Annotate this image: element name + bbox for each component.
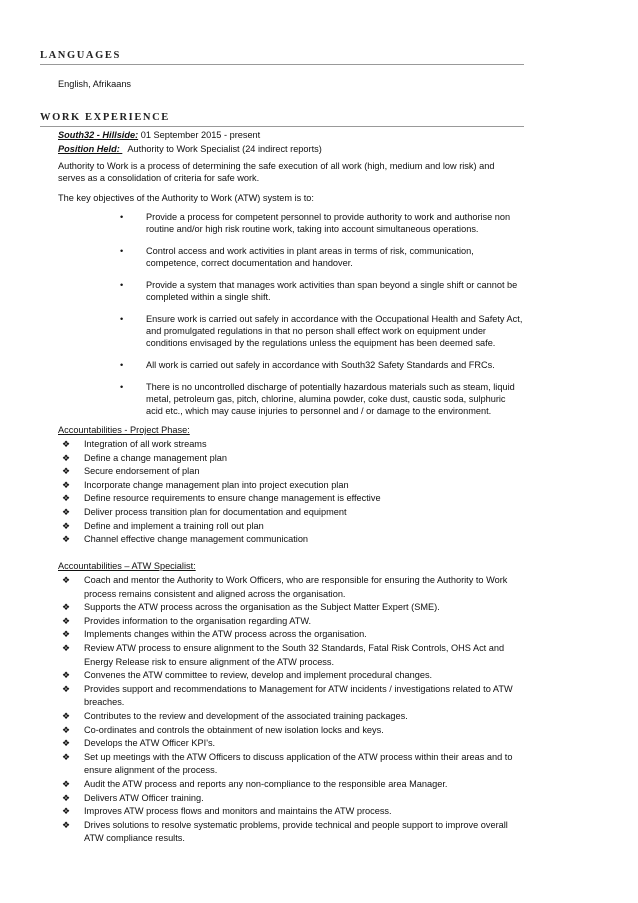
diamond-bullet-icon: ❖ bbox=[62, 806, 71, 817]
diamond-bullet-icon: ❖ bbox=[62, 466, 71, 477]
diamond-bullet-icon: ❖ bbox=[62, 615, 71, 626]
diamond-bullet-icon: ❖ bbox=[62, 778, 71, 789]
list-item: ❖ Set up meetings with the ATW Officers to discuss application of the ATW process within their areas and to ensure alignment of the process. bbox=[62, 751, 513, 776]
position-label: Position Held: bbox=[58, 144, 123, 154]
bullet-icon: • bbox=[120, 280, 124, 290]
list-item: ❖ Review ATW process to ensure alignment to the South 32 Standards, Fatal Risk Controls, OHS Act and Energy Release risk to ensure alignment of the ATW process. bbox=[62, 642, 505, 667]
list-item: ❖ Drives solutions to resolve systematic problems, provide technical and people support to improve overall ATW compliance results. bbox=[62, 819, 508, 844]
bullet-icon: • bbox=[120, 246, 124, 256]
list-item: ❖ Define and implement a training roll out plan bbox=[58, 520, 524, 534]
objectives-list bbox=[58, 211, 524, 417]
list-item: ❖ Channel effective change management communication bbox=[58, 533, 524, 547]
list-item: ❖ Delivers ATW Officer training. bbox=[58, 792, 524, 806]
diamond-bullet-icon: ❖ bbox=[62, 629, 71, 640]
list-item: ❖ Integration of all work streams bbox=[58, 438, 524, 452]
diamond-bullet-icon: ❖ bbox=[62, 602, 71, 613]
list-item: ❖ Develops the ATW Officer KPI's. bbox=[58, 737, 524, 751]
list-item: ❖ Supports the ATW process across the organisation as the Subject Matter Expert (SME). bbox=[58, 601, 524, 615]
diamond-bullet-icon: ❖ bbox=[62, 792, 71, 803]
list-item: ❖ Define resource requirements to ensure change management is effective bbox=[58, 492, 524, 506]
languages-text: English, Afrikaans bbox=[58, 79, 132, 89]
work-experience-heading: WORK EXPERIENCE bbox=[40, 112, 170, 123]
project-phase-heading: Accountabilities - Project Phase: bbox=[58, 425, 190, 435]
employment-dates: 01 September 2015 - present bbox=[138, 130, 261, 140]
company-line bbox=[58, 129, 260, 141]
diamond-bullet-icon: ❖ bbox=[62, 670, 71, 681]
diamond-bullet-icon: ❖ bbox=[62, 683, 71, 694]
list-item: • Provide a process for competent personnel to provide authority to work and authorise non routine and/or high risk routine work, taking into account simultaneous operations. bbox=[120, 212, 511, 234]
project-phase-list bbox=[58, 438, 524, 547]
diamond-bullet-icon: ❖ bbox=[62, 751, 71, 762]
languages-divider bbox=[40, 64, 524, 65]
diamond-bullet-icon: ❖ bbox=[62, 724, 71, 735]
list-item: ❖ Convenes the ATW committee to review, develop and implement procedural changes. bbox=[58, 669, 524, 683]
bullet-icon: • bbox=[120, 382, 124, 392]
list-item: • Control access and work activities in plant areas in terms of risk, communication, competence, correct documentation and handover. bbox=[120, 246, 474, 268]
list-item: ❖ Contributes to the review and development of the associated training packages. bbox=[58, 710, 524, 724]
list-item: • Ensure work is carried out safely in accordance with the Occupational Health and Safety Act, and promulgated regulations in that no person shall effect work on equipment under conditions envisaged by the regulations unless the equipment has been deemed safe. bbox=[120, 314, 523, 348]
diamond-bullet-icon: ❖ bbox=[62, 452, 71, 463]
list-item: ❖ Improves ATW process flows and monitors and maintains the ATW process. bbox=[58, 805, 524, 819]
diamond-bullet-icon: ❖ bbox=[62, 534, 71, 545]
diamond-bullet-icon: ❖ bbox=[62, 506, 71, 517]
list-item: ❖ Implements changes within the ATW process across the organisation. bbox=[58, 628, 524, 642]
diamond-bullet-icon: ❖ bbox=[62, 479, 71, 490]
work-experience-divider bbox=[40, 126, 524, 127]
bullet-icon: • bbox=[120, 314, 124, 324]
list-item: ❖ Deliver process transition plan for documentation and equipment bbox=[58, 506, 524, 520]
list-item: ❖ Co-ordinates and controls the obtainment of new isolation locks and keys. bbox=[58, 724, 524, 738]
company-name: South32 - Hillside: bbox=[58, 130, 139, 140]
languages-heading: LANGUAGES bbox=[40, 50, 121, 61]
list-item: ❖ Coach and mentor the Authority to Work Officers, who are responsible for ensuring the Authority to Work process remains consistent and aligned across the organisation. bbox=[62, 575, 508, 599]
list-item: ❖ Define a change management plan bbox=[58, 452, 524, 466]
bullet-icon: • bbox=[120, 360, 124, 370]
position-line bbox=[58, 143, 322, 155]
list-item: ❖ Audit the ATW process and reports any non-compliance to the responsible area Manager. bbox=[58, 778, 524, 792]
diamond-bullet-icon: ❖ bbox=[62, 439, 71, 449]
position-value: Authority to Work Specialist (24 indirect reports) bbox=[127, 144, 322, 154]
atw-specialist-heading: Accountabilities – ATW Specialist: bbox=[58, 561, 196, 571]
bullet-icon: • bbox=[120, 212, 124, 222]
diamond-bullet-icon: ❖ bbox=[62, 493, 71, 504]
diamond-bullet-icon: ❖ bbox=[62, 575, 71, 585]
list-item: • All work is carried out safely in accordance with South32 Safety Standards and FRCs. bbox=[120, 360, 495, 370]
list-item: • There is no uncontrolled discharge of potentially hazardous materials such as steam, liquid metal, petroleum gas, pitch, chlorine, alumina powder, coke dust, caustic soda, sulphuric acid etc., which may cause injuries to personnel and / or damage to the environment. bbox=[120, 382, 515, 416]
list-item: ❖ Provides information to the organisation regarding ATW. bbox=[58, 615, 524, 629]
objectives-intro: The key objectives of the Authority to Work (ATW) system is to: bbox=[58, 193, 314, 203]
atw-specialist-list bbox=[58, 574, 524, 846]
diamond-bullet-icon: ❖ bbox=[62, 642, 71, 653]
intro-paragraph: Authority to Work is a process of determining the safe execution of all work (high, medium and low risk) and serves as a consolidation of criteria for safe work. bbox=[58, 161, 495, 183]
diamond-bullet-icon: ❖ bbox=[62, 520, 71, 531]
list-item: • Provide a system that manages work activities than span beyond a single shift or cannot be completed within a single shift. bbox=[120, 280, 518, 302]
list-item: ❖ Secure endorsement of plan bbox=[58, 465, 524, 479]
diamond-bullet-icon: ❖ bbox=[62, 738, 71, 749]
diamond-bullet-icon: ❖ bbox=[62, 710, 71, 721]
list-item: ❖ Incorporate change management plan into project execution plan bbox=[58, 479, 524, 493]
list-item: ❖ Provides support and recommendations to Management for ATW incidents / investigations related to ATW breaches. bbox=[62, 683, 513, 708]
diamond-bullet-icon: ❖ bbox=[62, 819, 71, 830]
